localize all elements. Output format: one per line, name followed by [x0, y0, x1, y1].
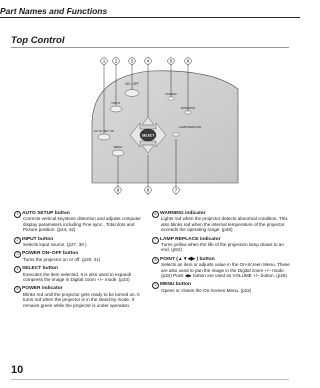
description-column-right — [154, 211, 292, 297]
item-number-badge: 9 — [152, 282, 159, 289]
lamp-replace-label: LAMP REPLACE — [178, 125, 202, 129]
callout-4-icon — [145, 58, 152, 65]
item-description: Turns yellow when the life of the projection lamp draws to an end. (p52) — [161, 242, 284, 253]
list-item — [16, 266, 147, 283]
power-label: POWER — [165, 92, 177, 96]
callout-5-icon — [168, 58, 175, 65]
callout-8-icon — [145, 187, 152, 194]
item-description: Turns the projector on or off. (p20, 21) — [23, 256, 101, 262]
item-description: Blinks red until the projector gets ready to be turned on. It turns red when the projector is in the stand-by mode. It remains green while the projector is under operation. — [23, 291, 140, 308]
item-number-badge: 7 — [152, 237, 159, 244]
header-rule — [0, 17, 300, 18]
description-column-left — [16, 211, 147, 312]
callout-6-icon — [185, 58, 192, 65]
item-title: AUTO SETUP button — [22, 211, 70, 216]
item-description: Lights red when the projector detects abnormal condition. This also blinks red when the internal temperature of the projector exceeds the operating range. (p48) — [161, 216, 288, 233]
item-title: INPUT button — [22, 236, 54, 242]
list-item — [16, 236, 147, 248]
title-rule — [11, 47, 289, 48]
power-on-off-button — [125, 90, 139, 97]
callout-9-icon — [115, 187, 122, 194]
callout-3-icon — [129, 58, 136, 65]
callout-4-text: 4 — [146, 58, 150, 64]
item-description: Corrects vertical keystone distortion and adjusts computer display parameters including Fine sync., Total dots and Picture position. (p24, 42) — [23, 216, 141, 233]
list-item — [154, 256, 292, 279]
warning-indicator-icon — [185, 111, 191, 114]
item-number-badge: 1 — [14, 211, 21, 218]
item-title: SELECT button — [22, 266, 58, 272]
on-off-label: ON - OFF — [125, 82, 139, 86]
callout-2-icon — [113, 58, 120, 65]
callout-1-text: 1 — [102, 58, 106, 64]
select-label: SELECT — [141, 133, 155, 138]
item-description: Selects input source. (p27, 36 ) — [23, 242, 87, 248]
item-description: Executes the item selected. It is also used to expand/ compress the image in Digital zoom +/– mode. (p34) — [23, 271, 132, 283]
section-header: Part Names and Functions — [0, 6, 108, 16]
item-number-badge: 4 — [14, 266, 21, 273]
page-title: Top Control — [11, 35, 65, 46]
list-item — [16, 286, 147, 308]
item-title: POWER indicator — [22, 286, 63, 292]
list-item — [154, 236, 292, 253]
warning-label: WARNING — [180, 106, 196, 110]
callout-5-text: 5 — [169, 58, 173, 64]
list-item — [154, 211, 292, 233]
item-description: Selects an item or adjusts value in the On-Screen Menu. These are also used to pan the image in the Digital zoom +/– mode. (p34) Point ◀▶ button are used as VOLUME +/– button. (p26) — [161, 262, 290, 279]
menu-button — [112, 150, 124, 156]
list-item — [154, 282, 292, 293]
callout-9-text: 9 — [116, 187, 120, 193]
callout-3-text: 3 — [130, 58, 134, 64]
callout-6-text: 6 — [186, 58, 190, 64]
input-button — [110, 106, 122, 112]
item-number-badge: 3 — [14, 251, 21, 258]
item-title: POINT (▲▼◀▶ ) button — [160, 256, 215, 262]
page-number: 10 — [11, 364, 24, 376]
item-title: LAMP REPLACE indicator — [160, 236, 221, 242]
power-indicator-icon — [168, 97, 174, 100]
callout-8-text: 8 — [146, 187, 150, 193]
list-item — [16, 251, 147, 262]
item-number-badge: 2 — [14, 237, 21, 244]
list-item — [16, 211, 147, 233]
input-label: INPUT — [111, 101, 121, 105]
auto-setup-button — [98, 134, 110, 140]
footer-rule — [11, 379, 289, 380]
callout-2-text: 2 — [114, 58, 118, 64]
item-number-badge: 6 — [152, 211, 159, 218]
auto-setup-label: AUTO SET UP — [94, 129, 114, 133]
item-title: MENU button — [160, 282, 191, 288]
callout-7-text: 7 — [174, 187, 178, 193]
callout-7-icon — [173, 187, 180, 194]
control-panel-diagram — [0, 55, 300, 195]
item-title: WARNING indicator — [160, 211, 206, 216]
callout-1-icon — [101, 58, 108, 65]
lamp-replace-indicator-icon — [173, 133, 179, 136]
item-description: Opens or closes the On-Screen Menu. (p22) — [161, 287, 252, 293]
item-title: POWER ON–OFF button — [22, 251, 79, 257]
menu-label: MENU — [113, 145, 123, 149]
panel-body — [92, 71, 238, 183]
item-number-badge: 8 — [152, 257, 159, 264]
item-number-badge: 5 — [14, 286, 21, 293]
